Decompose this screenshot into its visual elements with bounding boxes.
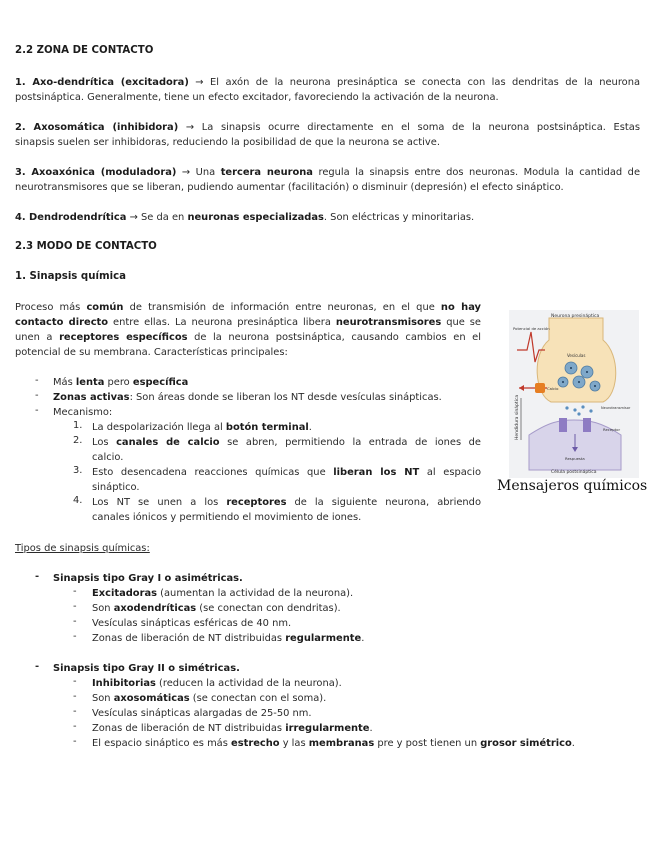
feature-mecanismo: Mecanismo: (53, 407, 113, 418)
text-run: Zonas de liberación de NT distribuidas (92, 723, 286, 734)
text-run: Más (53, 377, 76, 388)
type1-item (92, 631, 364, 646)
bullet-dash: - (73, 721, 77, 732)
label-neurotransmisor: Neurotransmisor (601, 406, 631, 410)
synapse-diagram (509, 310, 639, 478)
type2-item (92, 676, 342, 691)
list-number: 4. (73, 495, 83, 506)
bold-run: receptores específicos (59, 332, 188, 343)
arrow-icon: → (129, 212, 138, 223)
list-number: 3. (73, 465, 83, 476)
arrow-icon: → (195, 77, 204, 88)
text-run: de la neurona postsináptica, causando cambios en el (187, 332, 481, 343)
text-run: Una (195, 167, 221, 178)
bold-run: específica (132, 377, 189, 388)
type2-item (92, 691, 326, 706)
text-run: Se da en (141, 212, 188, 223)
arrow-icon: → (185, 122, 195, 133)
mechanism-step-2 (92, 435, 481, 465)
text-run: . (308, 422, 312, 433)
text-run: pero (104, 377, 133, 388)
synapse-illustration (509, 310, 639, 478)
bold-run: canales de calcio (116, 437, 220, 448)
figure-caption: Mensajeros químicos (497, 478, 648, 494)
bullet-dash: - (73, 616, 77, 627)
text-run: El espacio sináptico es más (92, 738, 232, 749)
bold-run: Zonas activas (53, 392, 130, 403)
label-vesiculas: Vesículas (567, 353, 586, 358)
text-line: potencial de su membrana. Características principales: (15, 347, 288, 358)
term-axosomatica: 2. Axosomática (inhibidora) (15, 122, 179, 133)
bold-run: liberan los NT (333, 467, 420, 478)
label-hendidura: Hendidura sináptica (515, 394, 520, 440)
bullet-dash: - (73, 736, 77, 747)
bold-run: lenta (75, 377, 105, 388)
bold-run: común (86, 302, 124, 313)
bold-run: estrecho (231, 738, 280, 749)
text-run: . (369, 723, 373, 734)
text-run: . (571, 738, 575, 749)
text-run: Son (92, 603, 114, 614)
type2-item (92, 736, 575, 751)
text-run: de la siguiente neurona, abriendo (286, 497, 481, 508)
subheading-sinapsis-quimica: 1. Sinapsis química (15, 271, 126, 282)
bold-run: membranas (308, 738, 375, 749)
arrow-icon: → (181, 167, 191, 178)
types-heading: Tipos de sinapsis químicas: (15, 543, 150, 554)
bullet-dash: - (73, 676, 77, 687)
type1-item: Vesículas sinápticas esféricas de 40 nm. (92, 618, 292, 629)
type1-title: Sinapsis tipo Gray I o asimétricas. (53, 573, 243, 584)
text-run: de transmisión de información entre neuronas, en el que (123, 302, 441, 313)
type2-item (92, 721, 373, 736)
section-heading-modo: 2.3 MODO DE CONTACTO (15, 241, 157, 252)
type2-item: Vesículas sinápticas alargadas de 25-50 nm. (92, 708, 312, 719)
bullet-dash: - (35, 661, 40, 672)
type2-title: Sinapsis tipo Gray II o simétricas. (53, 663, 240, 674)
text-run: . (361, 633, 365, 644)
text-run: (reducen la actividad de la neurona). (155, 678, 342, 689)
bold-run: tercera neurona (220, 167, 313, 178)
text-line: sinapsis suelen ser inhibidoras, reduciendo la posibilidad de que la neurona se active. (15, 137, 440, 148)
term-dendrodendritica: 4. Dendrodendrítica (15, 212, 127, 223)
label-presinaptica: Neurona presináptica (551, 314, 600, 319)
mechanism-step-4 (92, 495, 481, 525)
bold-run: grosor simétrico (480, 738, 572, 749)
label-calcio: Calcio (547, 386, 559, 391)
term-axoaxonica: 3. Axoaxónica (moduladora) (15, 167, 177, 178)
text-run: y las (279, 738, 309, 749)
type1-item (92, 601, 341, 616)
mechanism-step-1 (92, 420, 312, 435)
bold-run: no hay (440, 302, 481, 313)
text-run: unen a (15, 332, 60, 343)
bullet-dash: - (73, 631, 77, 642)
term-axodendritica: 1. Axo-dendrítica (excitadora) (15, 77, 189, 88)
text-run: que se (441, 317, 481, 328)
label-potencial: Potencial de acción (513, 326, 550, 331)
paragraph-axodendritica (15, 75, 640, 105)
text-run: . Son eléctricas y minoritarias. (323, 212, 475, 223)
text-run: entre ellas. La neurona presináptica libera (108, 317, 336, 328)
mechanism-step-3 (92, 465, 481, 495)
label-respuesta: Respuesta (565, 456, 585, 461)
bold-run: botón terminal (225, 422, 309, 433)
text-run: : Son áreas donde se liberan los NT desde vesículas sinápticas. (129, 392, 442, 403)
type1-item (92, 586, 353, 601)
bold-run: neurotransmisores (335, 317, 442, 328)
text-line: sináptico. (92, 482, 140, 493)
label-receptor: Receptor (603, 427, 621, 432)
bold-run: receptores (226, 497, 287, 508)
list-number: 1. (73, 420, 83, 431)
text-line: El axón de la neurona presináptica se conecta con las dendritas de la neurona (210, 77, 641, 88)
text-line: postsináptica. Generalmente, tiene un efecto excitador, favoreciendo la activación de la neurona. (15, 92, 499, 103)
text-run: (aumentan la actividad de la neurona). (157, 588, 354, 599)
text-run: regula la sinapsis entre dos neuronas. Modula la cantidad de (312, 167, 641, 178)
bold-run: regularmente (285, 633, 362, 644)
bold-run: axodendríticas (113, 603, 197, 614)
bold-run: axosomáticas (113, 693, 190, 704)
bullet-dash: - (35, 405, 39, 416)
bullet-dash: - (73, 601, 77, 612)
paragraph-axoaxonica (15, 165, 640, 195)
paragraph-dendrodendritica (15, 210, 640, 225)
bullet-dash: - (35, 375, 39, 386)
list-number: 2. (73, 435, 83, 446)
text-run: Zonas de liberación de NT distribuidas (92, 633, 286, 644)
text-run: pre y post tienen un (374, 738, 481, 749)
bold-run: Excitadoras (92, 588, 158, 599)
bullet-dash: - (35, 390, 39, 401)
text-line: La sinapsis ocurre directamente en el soma de la neurona postsináptica. Estas (201, 122, 641, 133)
bullet-dash: - (73, 586, 77, 597)
text-line: canales iónicos y permitiendo el movimiento de iones. (92, 512, 362, 523)
text-run: Esto desencadena reacciones químicas que (92, 467, 334, 478)
text-run: (se conectan con dendritas). (196, 603, 341, 614)
text-line: calcio. (92, 452, 124, 463)
bold-run: contacto directo (15, 317, 109, 328)
text-run: Proceso más (15, 302, 87, 313)
text-run: se abren, permitiendo la entrada de iones de (219, 437, 481, 448)
bold-run: Inhibitorias (92, 678, 156, 689)
paragraph-intro (15, 300, 481, 360)
text-run: Son (92, 693, 114, 704)
bullet-dash: - (73, 691, 77, 702)
feature-lenta (53, 375, 188, 390)
bold-run: irregularmente (285, 723, 370, 734)
text-run: Los NT se unen a los (92, 497, 227, 508)
paragraph-axosomatica (15, 120, 640, 150)
bullet-dash: - (35, 571, 40, 582)
feature-zonas-activas (53, 390, 442, 405)
text-line: neurotransmisores que se liberan, pudiendo aumentar (facilitación) o disminuir (depresión) el efecto sináptico. (15, 182, 564, 193)
text-run: Los (92, 437, 117, 448)
bullet-dash: - (73, 706, 77, 717)
section-heading-contacto: 2.2 ZONA DE CONTACTO (15, 45, 154, 56)
text-run: La despolarización llega al (92, 422, 226, 433)
bold-run: neuronas especializadas (187, 212, 324, 223)
text-run: (se conectan con el soma). (189, 693, 327, 704)
text-run: al espacio (419, 467, 482, 478)
label-postsinaptica: Célula postsináptica (551, 470, 597, 475)
